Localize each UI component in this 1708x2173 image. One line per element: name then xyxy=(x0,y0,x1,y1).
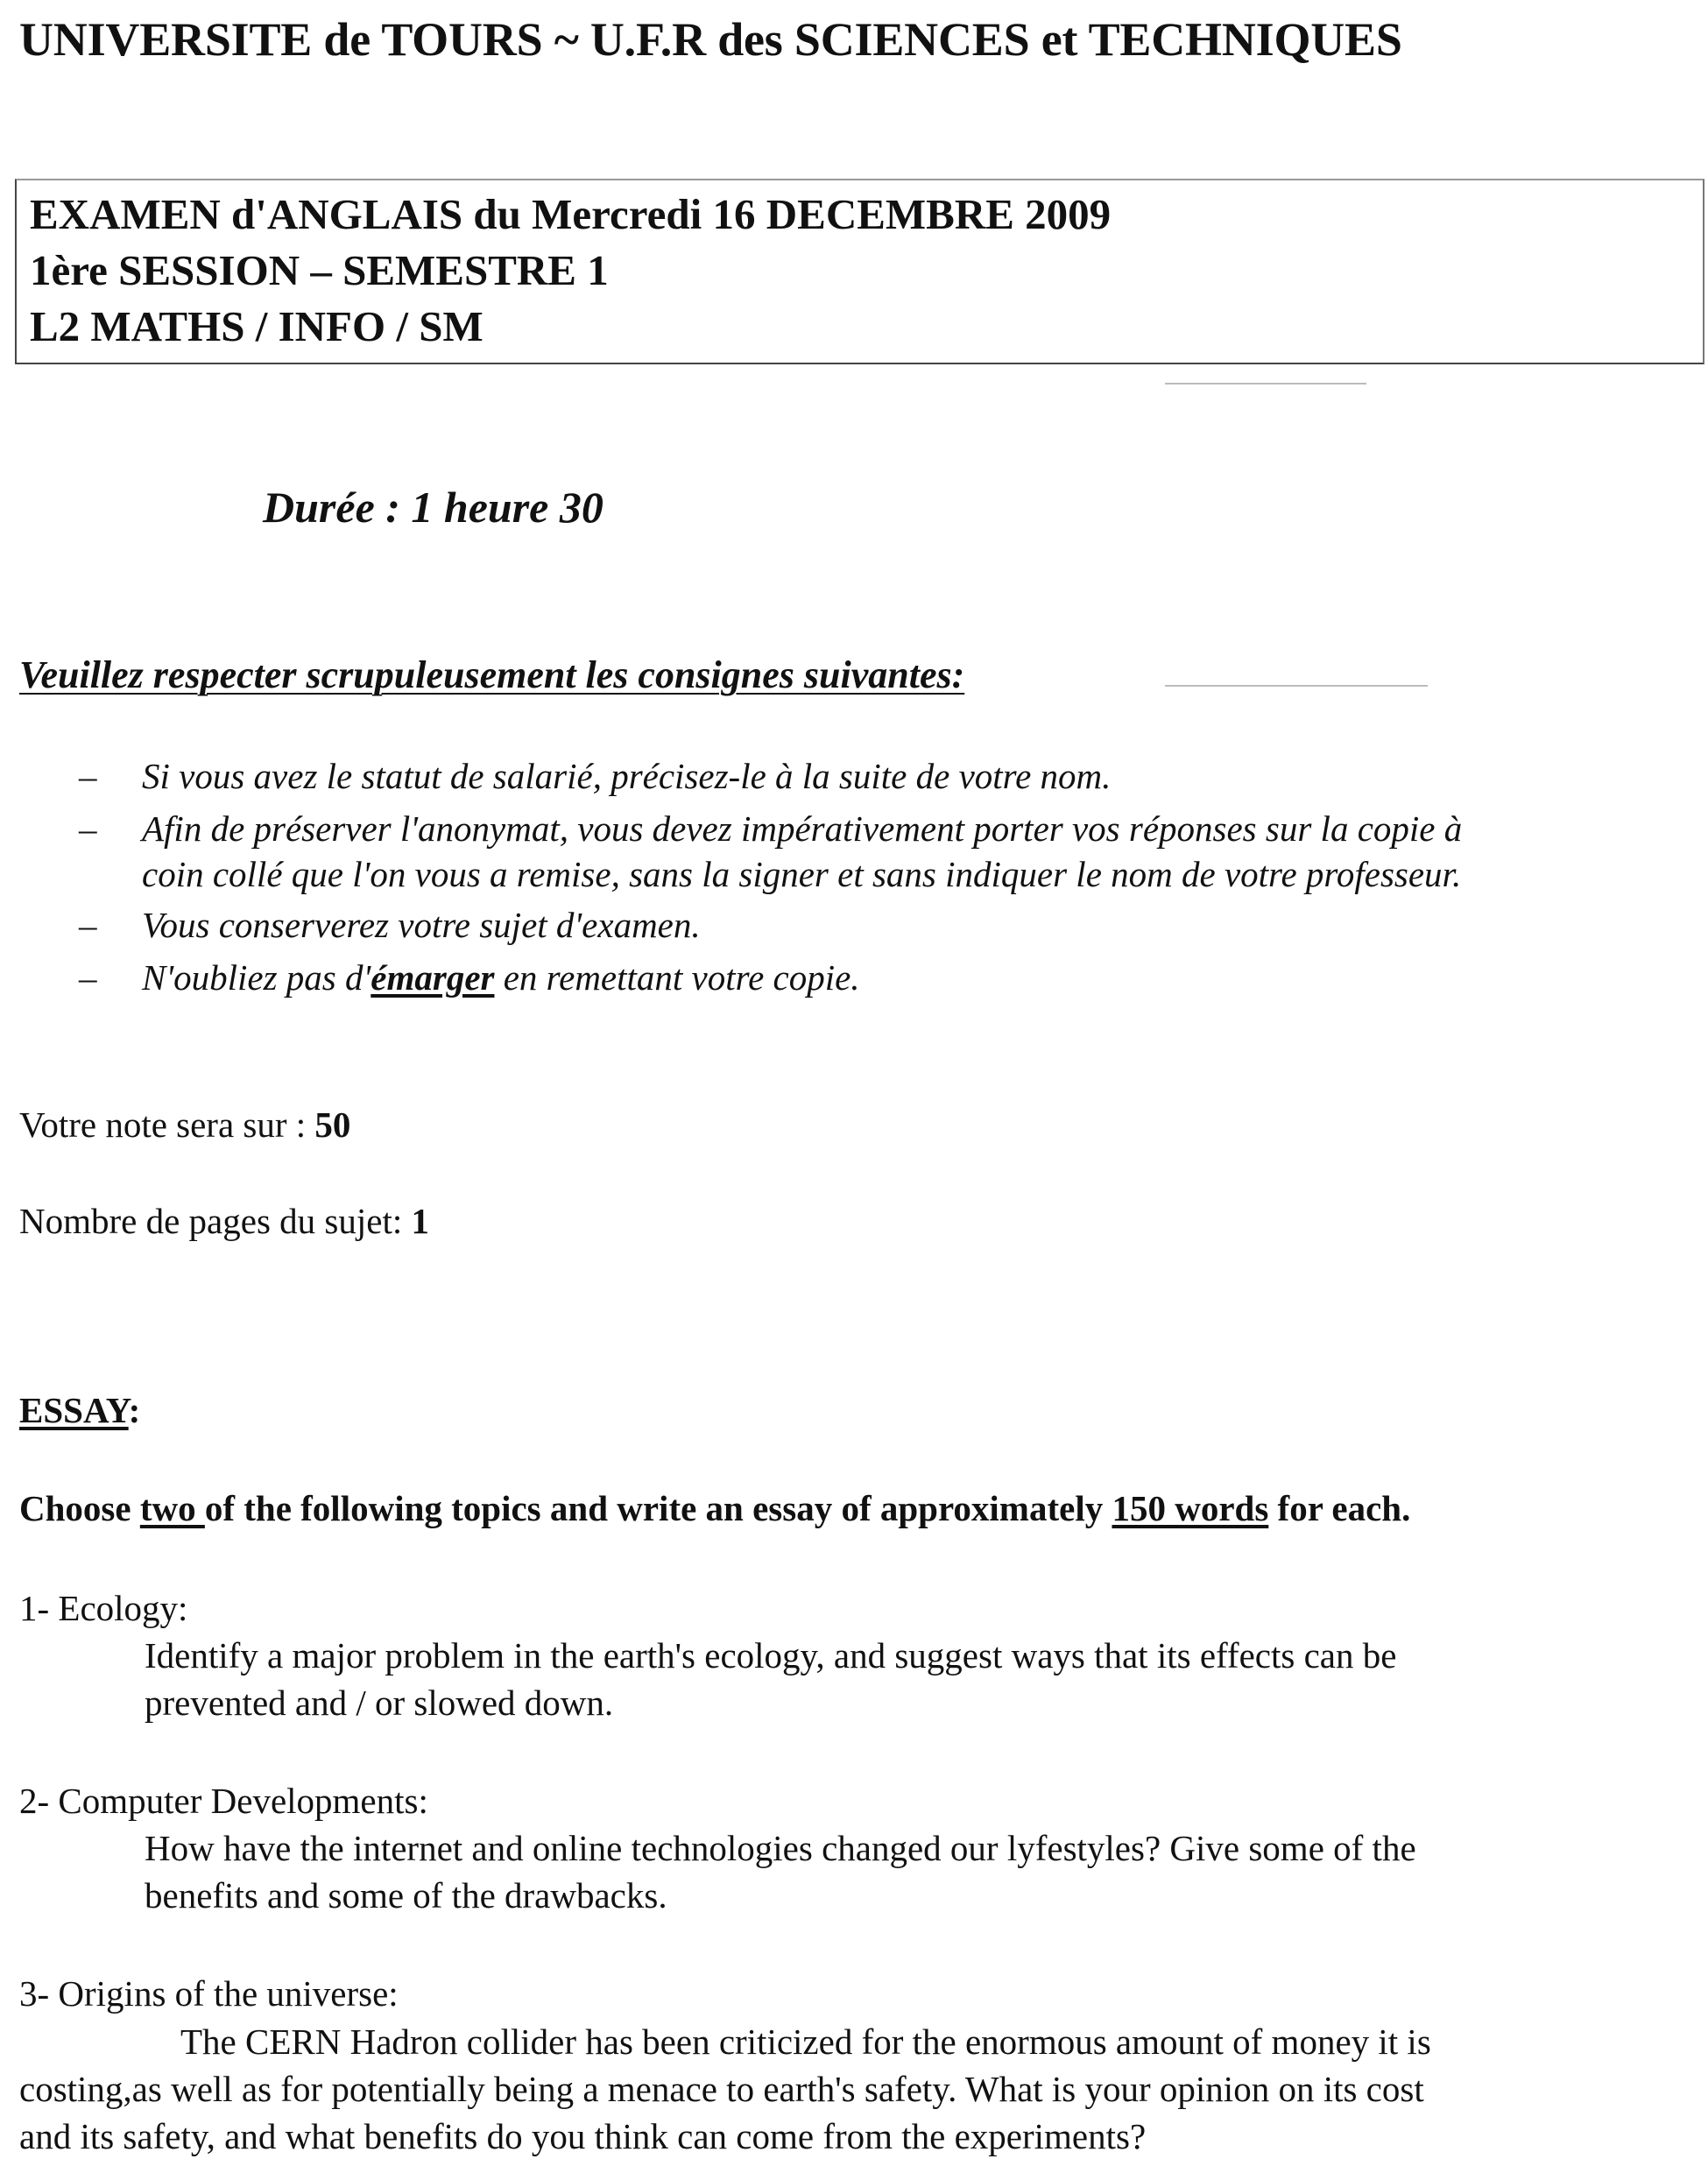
topic-title: 2- Computer Developments: xyxy=(19,1781,428,1821)
topic-text: How have the internet and online technologies changed our lyfestyles? Give some of the xyxy=(145,1828,1416,1868)
page-count-label: Nombre de pages du sujet: xyxy=(19,1201,412,1241)
page-count-value: 1 xyxy=(411,1201,429,1241)
essay-heading-colon: : xyxy=(128,1390,141,1430)
grade-total xyxy=(19,1104,350,1146)
instruction-text-part: N'oubliez pas d' xyxy=(142,957,371,998)
topic-text: prevented and / or slowed down. xyxy=(145,1683,614,1723)
instruction-text: Afin de préserver l'anonymat, vous devez impérativement porter vos réponses sur la copie à xyxy=(142,808,1463,849)
exam-session: 1ère SESSION – SEMESTRE 1 xyxy=(30,246,609,294)
instruction-text: Vous conserverez votre sujet d'examen. xyxy=(142,905,701,945)
topic-text: benefits and some of the drawbacks. xyxy=(145,1875,667,1915)
grade-label: Votre note sera sur : xyxy=(19,1104,315,1145)
topic-text: and its safety, and what benefits do you think can come from the experiments? xyxy=(19,2116,1147,2156)
topic-title: 1- Ecology: xyxy=(19,1588,188,1628)
topic-text: The CERN Hadron collider has been criticized for the enormous amount of money it is xyxy=(180,2021,1431,2062)
instruction-text-part: en remettant votre copie. xyxy=(494,957,860,998)
instruction-part: for each. xyxy=(1268,1488,1411,1528)
instruction-text: coin collé que l'on vous a remise, sans la signer et sans indiquer le nom de votre professeur. xyxy=(142,854,1462,894)
essay-instruction xyxy=(19,1487,1410,1529)
list-dash: – xyxy=(79,808,97,849)
exam-title: EXAMEN d'ANGLAIS du Mercredi 16 DECEMBRE 2009 xyxy=(30,190,1112,238)
list-dash: – xyxy=(79,756,97,796)
topic-text: costing,as well as for potentially being a menace to earth's safety. What is your opinion on its cost xyxy=(19,2069,1424,2109)
instruction-emphasis: two xyxy=(139,1488,205,1528)
exam-duration: Durée : 1 heure 30 xyxy=(263,483,603,532)
university-header: UNIVERSITE de TOURS ~ U.F.R des SCIENCES et TECHNIQUES xyxy=(19,13,1402,66)
emphasis-emarger: émarger xyxy=(371,957,495,998)
page-count xyxy=(19,1200,429,1242)
instruction-emphasis: 150 words xyxy=(1112,1488,1269,1528)
essay-heading-text: ESSAY xyxy=(19,1390,129,1430)
topic-title: 3- Origins of the universe: xyxy=(19,1973,399,2014)
essay-heading xyxy=(19,1389,140,1431)
instruction-text: Si vous avez le statut de salarié, précisez-le à la suite de votre nom. xyxy=(142,756,1112,796)
list-dash: – xyxy=(79,905,97,945)
topic-text: Identify a major problem in the earth's ecology, and suggest ways that its effects can be xyxy=(145,1635,1397,1676)
instruction-text xyxy=(142,956,860,998)
instruction-part: of the following topics and write an essay of approximately xyxy=(204,1488,1112,1528)
list-dash: – xyxy=(79,957,97,998)
instruction-part: Choose xyxy=(19,1488,140,1528)
instructions-heading: Veuillez respecter scrupuleusement les consignes suivantes: xyxy=(19,653,965,696)
grade-value: 50 xyxy=(314,1104,351,1145)
exam-level: L2 MATHS / INFO / SM xyxy=(30,302,483,350)
